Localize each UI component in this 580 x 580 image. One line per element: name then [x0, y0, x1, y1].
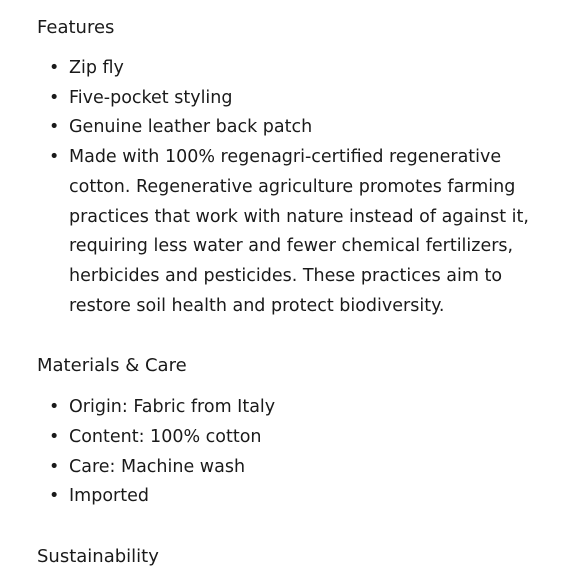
bullet-icon: •: [49, 87, 60, 108]
product-details: [37, 13, 557, 572]
list-item-text: Zip fly: [69, 58, 124, 78]
list-item: [37, 393, 557, 423]
features-heading: Features: [37, 17, 115, 38]
bullet-icon: •: [49, 147, 60, 168]
sustainability-heading: Sustainability: [37, 546, 159, 568]
list-item: [37, 84, 557, 114]
list-item: [37, 423, 557, 453]
list-item: [37, 143, 557, 321]
bullet-icon: •: [49, 456, 60, 477]
list-item-text: Content: 100% cotton: [69, 427, 262, 448]
list-item-text: Five-pocket styling: [69, 87, 233, 108]
list-item: [37, 113, 557, 143]
features-list: [37, 54, 557, 321]
bullet-icon: •: [49, 427, 60, 448]
list-item-text: Made with 100% regenagri-certified regenerative cotton. Regenerative agriculture promotes farming practices that work with nature instead of against it, requiring less water and fewer chemical fertilizers, herbicides and pesticides. These practices aim to restore soil health and protect biodiversity.: [69, 147, 529, 316]
list-item: [37, 453, 557, 483]
bullet-icon: •: [49, 486, 60, 507]
materials-care-heading: Materials & Care: [37, 355, 187, 377]
list-item-text: Imported: [69, 486, 149, 507]
list-item: [37, 482, 557, 512]
bullet-icon: •: [49, 397, 60, 418]
list-item: [37, 54, 557, 84]
list-item-text: Origin: Fabric from Italy: [69, 397, 276, 418]
list-item-text: Genuine leather back patch: [69, 117, 313, 138]
list-item-text: Care: Machine wash: [69, 456, 246, 477]
bullet-icon: •: [49, 117, 60, 138]
bullet-icon: •: [49, 58, 60, 78]
materials-care-list: [37, 393, 557, 512]
